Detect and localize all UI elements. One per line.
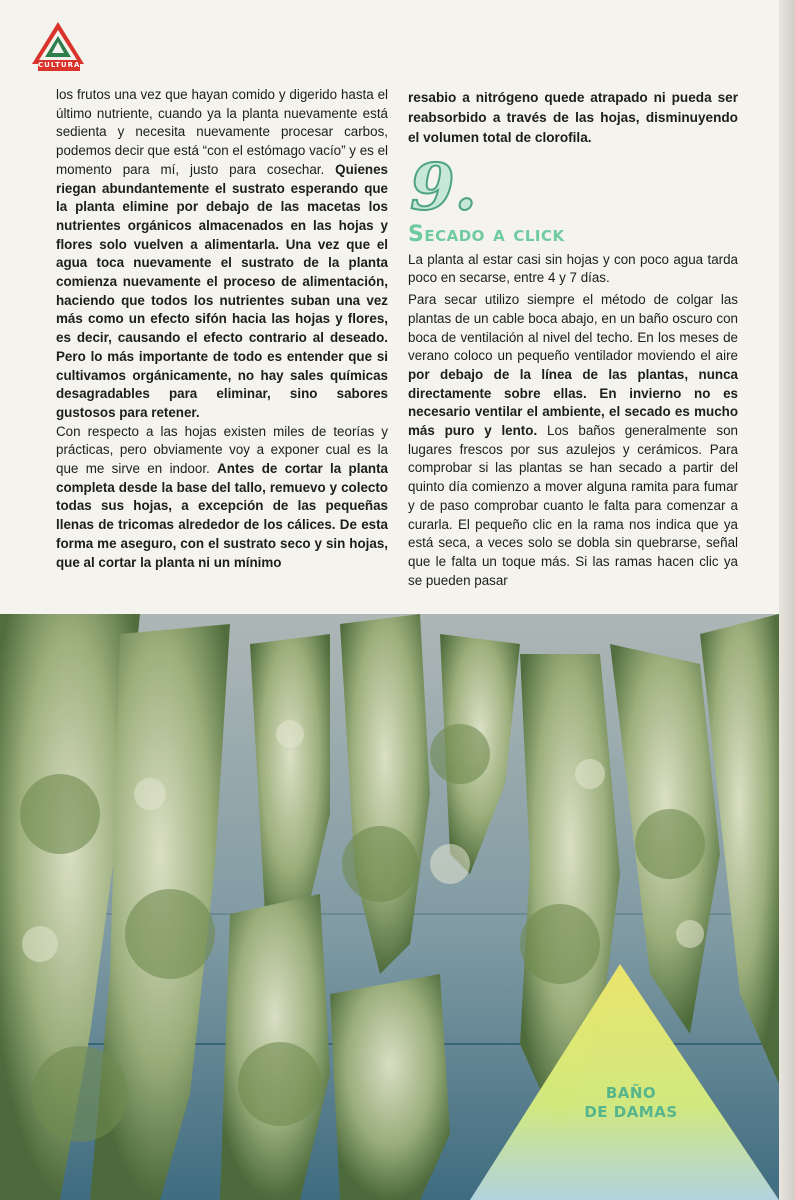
right-column — [408, 88, 738, 593]
caption-line: DE DAMAS — [584, 1103, 678, 1121]
photo-caption — [576, 1084, 686, 1122]
page-edge — [779, 0, 795, 1200]
paragraph-text: Los baños generalmente son lugares frescos por sus azulejos y cerámicos. Para comprobar si las plantas se han secado a partir del quinto día comienzo a mover alguna ramita para fumar y de paso comprobar cuanto le falta para comenzar a curarla. El pequeño clic en la rama nos indica que ya está seca, a veces solo se dobla sin quebrarse, señal que le falta un toque más. Si las ramas hacen clic ya se pueden pasar — [408, 423, 738, 588]
paragraph-bold-text: Quienes riegan abundantemente el sustrato esperando que la planta elimine por debajo de las macetas los nutrientes orgánicos almacenados en las hojas y flores solo vuelven a alimentarla. Una vez que el agua toca nuevamente el sustrato de la planta comienza nuevamente el proceso de alimentación, haciendo que todos los nutrientes suban una vez más como un efecto sifón hacia las hojas y flores, es decir, causando el efecto contrario al deseado. Pero lo más importante de todo es entender que si cultivamos orgánicamente, no hay sales químicas desagradables para eliminar, sino sabores gustosos para retener. — [56, 161, 388, 420]
logo-word: CULTURA — [38, 61, 81, 69]
paragraph: La planta al estar casi sin hojas y con poco agua tarda poco en secarse, entre 4 y 7 días. — [408, 251, 738, 286]
caption-line: BAÑO — [605, 1084, 657, 1102]
paragraph — [56, 423, 388, 573]
paragraph-text: Con respecto a las hojas existen miles de teorías y prácticas, pero obviamente voy a exponer cual es la que me sirve en indoor. — [56, 423, 388, 477]
section-number: 9. — [410, 150, 477, 225]
paragraph-bold-text: por debajo de la línea de las plantas, nunca directamente sobre ellas. En invierno no es necesario ventilar el ambiente, el secado es mucho más puro y lento. — [408, 366, 738, 439]
paragraph — [56, 86, 388, 423]
section-title: Secado a click — [408, 222, 565, 247]
paragraph-text: Para secar utilizo siempre el método de colgar las plantas de un cable boca abajo, en un baño oscuro con boca de ventilación al nivel del techo. En los meses de verano coloco un pequeño ventilador moviendo el aire — [408, 292, 738, 364]
paragraph — [408, 291, 738, 590]
paragraph-bold-text: Antes de cortar la planta completa desde la base del tallo, remuevo y colecto todas sus hojas, a excepción de las pequeñas llenas de tricomas alrededor de los cálices. De esta forma me aseguro, con el sustrato seco y sin hojas, que al cortar la planta ni un mínimo — [56, 461, 388, 570]
left-column — [56, 86, 388, 572]
paragraph-text: los frutos una vez que hayan comido y digerido hasta el último nutriente, cuando ya la planta nuevamente está sedienta y necesita nuevamente procesar carbos, podemos decir que está “con el estómago vacío” y es el momento para mí, justo para cosechar. — [56, 87, 388, 177]
continued-bold-text: resabio a nitrógeno quede atrapado ni pueda ser reabsorbido a través de las hojas, disminuyendo el volumen total de clorofila. — [408, 90, 738, 145]
